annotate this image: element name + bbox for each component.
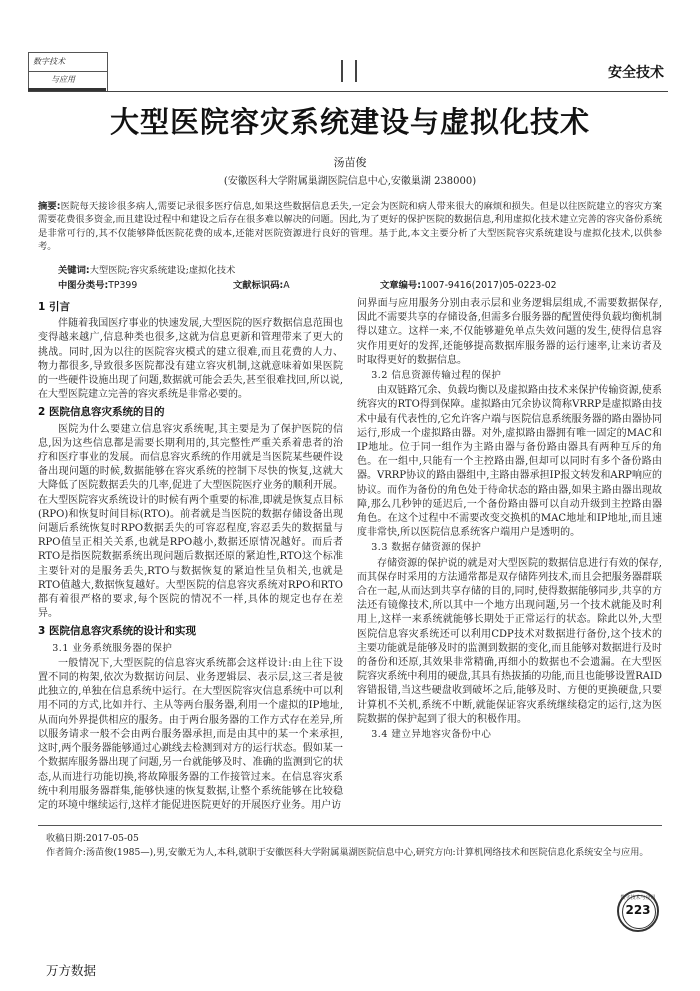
clc-value: TP399	[108, 280, 138, 291]
left-column	[38, 297, 343, 813]
paragraph: 一般情况下,大型医院的信息容灾系统都会这样设计:由上往下设置不同的构架,依次为数据访问层、业务逻辑层、表示层,这三者是彼此独立的,单独在信息系统中运行。在大型医院容灾信息系统中可以利用不同的方式,比如并行、主从等两台服务器,利用一个虚拟的IP地址,从而向外界提供相应的服务。由于两台服务器的工作方式存在差异,所以服务请求一般不会由两台服务器承担,而是由其中的某一个来承担,这时,两个服务器能够通过心跳线去检测到对方的运行状态。假如某一个数据库服务器出现了问题,另一台就能够及时、准确的监测到它的状态,从而进行功能切换,将故障服务器的工作接管过来。在信息容灾系统中利用服务器群集,能够快速的恢复数据,让整个系统能够在比较稳定的环境中继续运行,这样才能促进医院更好的开展医疗业务。用户访	[38, 657, 343, 811]
paragraph: 存储资源的保护说的就是对大型医院的数据信息进行有效的保存,而其保存时采用的方法通常都是双存储阵列技术,而且会把服务器群联合在一起,从而达到共享存储的目的,同时,使得数据能够同步,共享的方法还有镜像技术,所以其中一个地方出现问题,另一个技术就能及时利用上,这样一来系统就能够长期处于正常运行的状态。除此以外,大型医院信息容灾系统还可以利用CDP技术对数据进行备份,这个技术的主要功能就是能够及时的监测到数据的变化,而且能够对数据进行及时的备份和还原,其效果非常精确,再细小的数据也不会遗漏。在大型医院容灾系统中利用的硬盘,其具有热拔插的功能,而且也能够设置RAID容错报错,当这些硬盘收到破坏之后,能够及时、方便的更换硬盘,只要计算机不关机,系统不中断,就能保证容灾系统继续稳定的运行,这为医院数据的保护起到了很大的积极作用。	[357, 557, 662, 725]
abstract-label: 摘要:	[38, 201, 61, 212]
journal-badge	[28, 52, 108, 92]
doccode-label: 文献标识码:	[233, 280, 284, 291]
author-name: 汤苗俊	[333, 156, 367, 169]
subsection-heading-3-1: 3.1 业务系统服务器的保护	[52, 642, 173, 654]
keywords	[58, 262, 658, 276]
footnote-rule	[38, 825, 662, 826]
clc-label: 中图分类号:	[58, 280, 109, 291]
artno-label: 文章编号:	[380, 280, 421, 291]
section-heading-2: 2 医院信息容灾系统的目的	[38, 406, 165, 419]
section-label: 安全技术	[608, 65, 664, 81]
clc-number	[58, 277, 137, 291]
paragraph-continued: 问界面与应用服务分别由表示层和业务逻辑层组成,不需要数据保存,因此不需要共享的存储设备,但需多台服务器的配置使得负载均衡机制得以建立。这样一来,不仅能够避免单点失效问题的发生,使得信息容灾作用更好的发挥,还能够提高数据库服务器的运行速率,让来访者及时取得更好的数据信息。	[357, 298, 662, 366]
abstract-text: 医院每天接诊很多病人,需要记录很多医疗信息,如果这些数据信息丢失,一定会为医院和病人带来很大的麻烦和损失。但是以往医院建立的容灾方案需要花费很多资金,而且建设过程中和建设之后存在很多难以解决的问题。因此,为了更好的保护医院的数据信息,利用虚拟化技术建立完善的容灾备份系统是非常可行的,其不仅能够降低医院花费的成本,还能对医院资源进行良好的管理。基于此,本文主要分析了大型医院容灾系统建设与虚拟化技术,以供参考。	[38, 201, 663, 253]
subsection-heading-3-4: 3.4 建立异地容灾备份中心	[371, 729, 492, 741]
subsection-heading-3-2: 3.2 信息资源传输过程的保护	[371, 370, 502, 382]
watermark: 万方数据	[46, 963, 97, 978]
author-affiliation: (安徽医科大学附属巢湖医院信息中心,安徽巢湖 238000)	[223, 176, 477, 187]
keywords-label: 关键词:	[58, 265, 90, 276]
article-number	[380, 277, 557, 291]
subsection-heading-3-3: 3.3 数据存储资源的保护	[371, 542, 482, 554]
header-divider-bar	[341, 60, 343, 82]
paragraph: 伴随着我国医疗事业的快速发展,大型医院的医疗数据信息范围也变得越来越广,信息种类也很多,这就为信息更新和管理带来了更大的挑战。同时,因为以往的医院容灾模式的建立很难,而且花费的人力、物力都很多,导致很多医院都没有建立容灾机制,这就意味着如果医院的一些硬件设施出现了问题,数据就可能会丢失,甚至很难找回,所以说,在大型医院建立完善的容灾系统是非常必要的。	[38, 318, 343, 401]
journal-badge-line2: 与应用	[51, 75, 75, 84]
right-column	[357, 297, 662, 743]
page-number: 223	[625, 903, 651, 917]
section-heading-3: 3 医院信息容灾系统的设计和实现	[38, 625, 196, 638]
section-heading-1: 1 引言	[38, 301, 70, 313]
document-code	[233, 277, 290, 291]
received-date: 收稿日期:2017-05-05	[46, 833, 139, 844]
header-rule	[28, 91, 668, 92]
artno-value: 1007-9416(2017)05-0223-02	[420, 280, 557, 291]
header-divider-bar	[355, 60, 357, 82]
keywords-text: 大型医院;容灾系统建设;虚拟化技术	[89, 265, 236, 276]
badge-divider	[29, 71, 107, 72]
stamp-text: 数字技术与应用	[620, 895, 656, 901]
paragraph: 由双链路冗余、负载均衡以及虚拟路由技术来保护传输资源,使系统容灾的RTO得到保障。虚拟路由冗余协议简称VRRP是虚拟路由技术中最有代表性的,它允许客户端与医院信息系统服务器的路由器协同运行,形成一个虚拟路由器。对外,虚拟路由器拥有唯一固定的MAC和IP地址。位于同一组作为主路由器与备份路由器具有两种互斥的角色。在一组中,只能有一个主控路由器,但却可以同时有多个备份路由器。VRRP协议的路由器组中,主路由器承担IP报文转发和ARP响应的协议。而作为备份的角色处于待命状态的路由器,如果主路由器出现故障,那么几秒钟的延迟后,一个备份路由器可以自动升级到主控路由器角色。在这个过程中不需要改变交换机的MAC地址和IP地址,而且速度非常快,所以医院信息系统客户端用户是透明的。	[357, 385, 662, 539]
abstract	[38, 200, 662, 254]
article-title: 大型医院容灾系统建设与虚拟化技术	[109, 105, 590, 139]
paragraph: 医院为什么要建立信息容灾系统呢,其主要是为了保护医院的信息,因为这些信息都是需要长期利用的,其完整性严重关系着患者的治疗和医疗事业的发展。而信息容灾系统的作用就是当医院某些硬件设备出现问题的时候,数据能够在容灾系统的控制下尽快的恢复,这就大大降低了医院数据丢失的几率,促进了大型医院医疗业务的顺利开展。在大型医院容灾系统设计的时候有两个重要的标准,即就是恢复点目标(RPO)和恢复时间目标(RTO)。前者就是当医院的数据存储设备出现问题后系统恢复时RPO数据丢失的可容忍程度,容忍丢失的数据量与RPO值呈正相关关系,也就是RPO越小,数据还原情况越好。而后者RTO是指医院数据系统出现问题后数据还原的紧迫性,RTO这个标准主要针对的是服务丢失,RTO与数据恢复的紧迫性呈负相关,也就是RTO值越大,数据恢复越好。大型医院的信息容灾系统对RPO和RTO都有着很严格的要求,每个医院的情况不一样,具体的规定也存在差异。	[38, 423, 343, 620]
doccode-value: A	[283, 280, 290, 291]
author-bio: 作者简介:汤苗俊(1985—),男,安徽无为人,本科,就职于安徽医科大学附属巢湖医院信息中心,研究方向:计算机网络技术和医院信息化系统安全与应用。	[46, 847, 649, 858]
journal-badge-line1: 数字技术	[33, 57, 65, 66]
